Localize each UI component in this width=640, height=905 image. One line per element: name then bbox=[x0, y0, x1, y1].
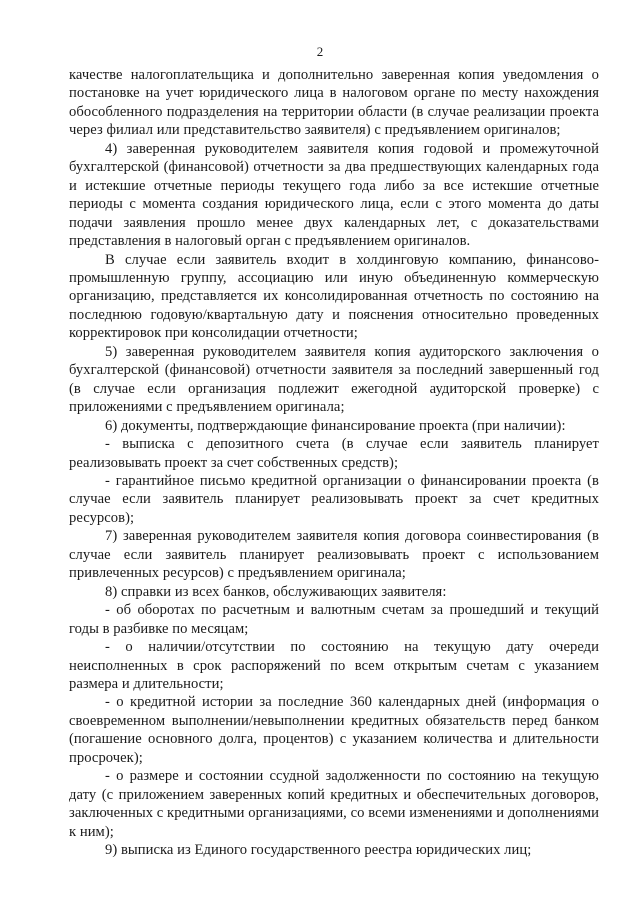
paragraph-10: - об оборотах по расчетным и валютным счетам за прошедший и текущий годы в разбивке по месяцам; bbox=[69, 602, 599, 637]
paragraph-7: - гарантийное письмо кредитной организации о финансировании проекта (в случае если заявитель планирует реализовывать проект за счет кредитных ресурсов); bbox=[69, 472, 599, 526]
paragraph-13: - о размере и состоянии ссудной задолженности по состоянию на текущую дату (с приложением заверенных копий кредитных и обеспечительных договоров, заключенных с кредитными организациями, со всеми изменениями и дополнениями к ним); bbox=[69, 768, 599, 840]
page-number: 2 bbox=[316, 44, 324, 59]
paragraph-6: - выписка с депозитного счета (в случае если заявитель планирует реализовывать проект за счет собственных средств); bbox=[69, 436, 599, 471]
paragraph-2: 4) заверенная руководителем заявителя копия годовой и промежуточной бухгалтерской (финансовой) отчетности за два предшествующих календарных года и истекшие отчетные периоды текущего года либо за все истекшие отчетные периоды с момента создания юридического лица, если с этого момента до даты подачи заявления прошло менее двух календарных лет, с доказательствами представления в налоговый орган с предъявлением оригиналов. bbox=[69, 140, 599, 250]
paragraph-4: 5) заверенная руководителем заявителя копия аудиторского заключения о бухгалтерской (финансовой) отчетности заявителя за последний завершенный год (в случае если организация подлежит ежегодной аудиторской проверке) с приложениями с предъявлением оригинала; bbox=[69, 343, 599, 416]
paragraph-11: - о наличии/отсутствии по состоянию на текущую дату очереди неисполненных в срок распоряжений по всем открытым счетам с указанием размера и длительности; bbox=[69, 639, 599, 692]
document-body bbox=[69, 66, 599, 859]
paragraph-12: - о кредитной истории за последние 360 календарных дней (информация о своевременном выполнении/невыполнении кредитных обязательств перед банком (погашение основного долга, процентов) с указанием количества и длительности просрочек); bbox=[69, 694, 599, 766]
paragraph-5: 6) документы, подтверждающие финансирование проекта (при наличии): bbox=[105, 417, 566, 434]
paragraph-1: качестве налогоплательщика и дополнительно заверенная копия уведомления о постановке на учет юридического лица в налоговом органе по месту нахождения обособленного подразделения на территории области (в случае реализации проекта через филиал или представительство заявителя) с предъявлением оригиналов; bbox=[69, 67, 599, 139]
paragraph-14: 9) выписка из Единого государственного реестра юридических лиц; bbox=[105, 842, 532, 859]
paragraph-9: 8) справки из всех банков, обслуживающих заявителя: bbox=[105, 583, 447, 600]
paragraph-8: 7) заверенная руководителем заявителя копия договора соинвестирования (в случае если заявитель планирует реализовывать проект с использованием привлеченных ресурсов) с предъявлением оригинала; bbox=[69, 528, 599, 582]
paragraph-3: В случае если заявитель входит в холдинговую компанию, финансово-промышленную группу, ассоциацию или иную объединенную коммерческую организацию, представляется их консолидированная отчетность по состоянию на последнюю годовую/квартальную дату и пояснения относительно проведенных корректировок при консолидации отчетности; bbox=[69, 251, 599, 342]
